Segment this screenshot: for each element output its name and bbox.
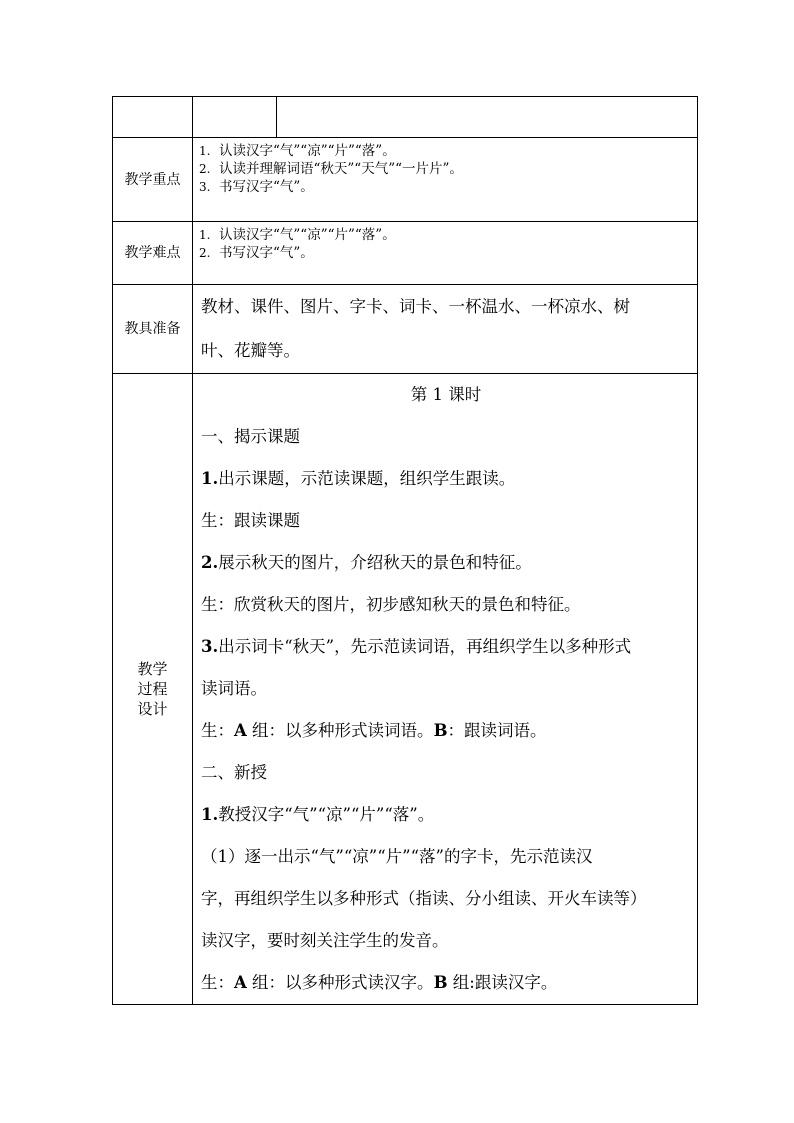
tools-label: 教具准备 xyxy=(113,285,193,374)
paragraph: 生：A 组：以多种形式读汉字。B 组:跟读汉字。 xyxy=(201,973,558,992)
paragraph: 2.展示秋天的图片，介绍秋天的景色和特征。 xyxy=(201,553,532,572)
tools-content xyxy=(193,285,698,374)
tools-row xyxy=(113,285,698,374)
lesson-title: 第 1 课时 xyxy=(410,385,482,404)
process-content xyxy=(193,374,698,1005)
section-heading: 二、新授 xyxy=(201,763,267,782)
difficulty-label: 教学难点 xyxy=(113,222,193,285)
list-item: 1. 认读汉字“气”“凉”“片”“落”。 xyxy=(199,143,396,159)
paragraph: 生：A 组：以多种形式读词语。B：跟读词语。 xyxy=(201,721,547,740)
paragraph: 字，再组织学生以多种形式（指读、分小组读、开火车读等） xyxy=(201,889,647,908)
empty-header-row xyxy=(113,97,698,138)
process-row xyxy=(113,374,698,1005)
paragraph: 读词语。 xyxy=(201,679,267,698)
process-label: 教学 过程 设计 xyxy=(113,374,193,1005)
paragraph: 生：跟读课题 xyxy=(201,511,300,530)
paragraph: 读汉字，要时刻关注学生的发音。 xyxy=(201,931,449,950)
tools-line: 教材、课件、图片、字卡、词卡、一杯温水、一杯凉水、树 xyxy=(201,297,630,316)
list-item: 2. 书写汉字“气”。 xyxy=(199,245,314,261)
section-heading: 一、揭示课题 xyxy=(201,427,300,446)
lesson-plan-table xyxy=(112,96,698,1005)
paragraph: 3.出示词卡“秋天”，先示范读词语，再组织学生以多种形式 xyxy=(201,637,632,656)
empty-cell xyxy=(193,97,277,138)
paragraph: 1.教授汉字“气”“凉”“片”“落”。 xyxy=(201,805,435,824)
list-item: 2. 认读并理解词语“秋天”“天气”“一片片”。 xyxy=(199,161,463,177)
focus-label: 教学重点 xyxy=(113,138,193,222)
paragraph: （1）逐一出示“气”“凉”“片”“落”的字卡，先示范读汉 xyxy=(201,847,593,866)
tools-line: 叶、花瓣等。 xyxy=(201,341,300,360)
empty-cell xyxy=(113,97,193,138)
difficulty-list xyxy=(193,222,698,285)
paragraph: 1.出示课题，示范读课题，组织学生跟读。 xyxy=(201,469,516,488)
difficulty-row xyxy=(113,222,698,285)
list-item: 3. 书写汉字“气”。 xyxy=(199,179,314,195)
focus-row xyxy=(113,138,698,222)
paragraph: 生：欣赏秋天的图片，初步感知秋天的景色和特征。 xyxy=(201,595,581,614)
list-item: 1. 认读汉字“气”“凉”“片”“落”。 xyxy=(199,227,396,243)
empty-cell xyxy=(277,97,698,138)
focus-list xyxy=(193,138,698,222)
